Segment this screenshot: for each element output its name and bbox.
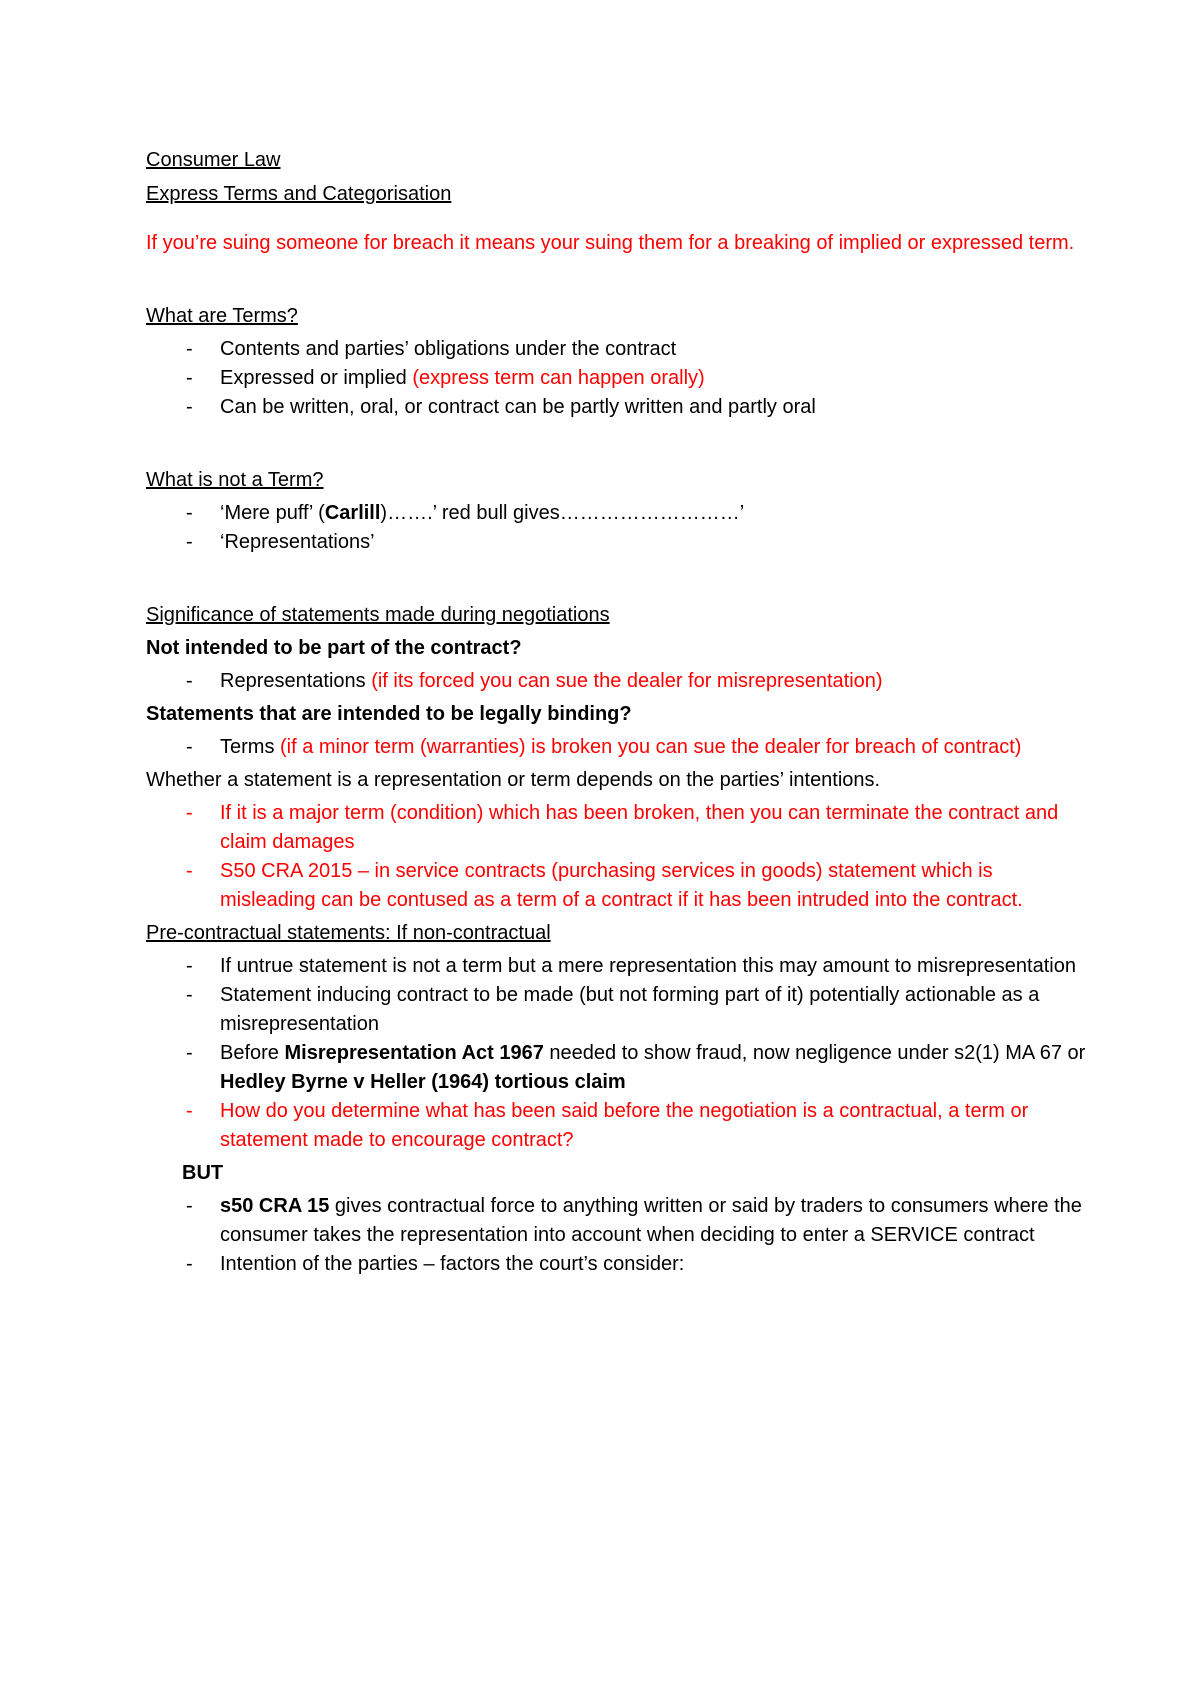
list-item: - Before Misrepresentation Act 1967 needed to show fraud, now negligence under s2(1) MA 67 or Hedley Byrne v Heller (1964) tortious claim — [146, 1039, 1086, 1097]
terms-binding-list — [146, 733, 1086, 762]
intro-paragraph: If you’re suing someone for breach it means your suing them for a breaking of implied or expressed term. — [146, 232, 1075, 254]
doc-title: Consumer Law — [146, 149, 281, 171]
list-item: - Representations (if its forced you can sue the dealer for misrepresentation) — [146, 667, 1086, 696]
list-item: - Can be written, oral, or contract can be partly written and partly oral — [146, 393, 1086, 422]
whether-paragraph: Whether a statement is a representation or term depends on the parties’ intentions. — [146, 769, 881, 791]
statute-name: Misrepresentation Act 1967 — [284, 1042, 544, 1064]
list-item: - S50 CRA 2015 – in service contracts (purchasing services in goods) statement which is misleading can be contused as a term of a contract if it has been intruded into the contract. — [146, 857, 1086, 915]
document-page — [146, 146, 1086, 1279]
question-not-intended: Not intended to be part of the contract? — [146, 637, 522, 659]
doc-subtitle: Express Terms and Categorisation — [146, 183, 452, 205]
terms-list — [146, 335, 1086, 422]
list-item: - ‘Representations’ — [146, 528, 1086, 557]
but-label: BUT — [182, 1162, 224, 1184]
red-note: (if a minor term (warranties) is broken you can sue the dealer for breach of contract) — [280, 736, 1022, 758]
major-term-list — [146, 799, 1086, 915]
list-item: - s50 CRA 15 gives contractual force to anything written or said by traders to consumers where the consumer takes the representation into account when deciding to enter a SERVICE contract — [146, 1192, 1086, 1250]
list-item: - How do you determine what has been said before the negotiation is a contractual, a term or statement made to encourage contract? — [146, 1097, 1086, 1155]
case-name: Carlill — [324, 502, 381, 524]
list-item: - Statement inducing contract to be made (but not forming part of it) potentially actionable as a misrepresentation — [146, 981, 1086, 1039]
heading-pre-contractual: Pre-contractual statements: If non-contractual — [146, 922, 551, 944]
not-terms-list — [146, 499, 1086, 557]
list-item: - Intention of the parties – factors the court’s consider: — [146, 1250, 1086, 1279]
list-item: - Terms (if a minor term (warranties) is broken you can sue the dealer for breach of contract) — [146, 733, 1086, 762]
case-name: Hedley Byrne v Heller (1964) tortious claim — [220, 1071, 626, 1093]
list-item: - Contents and parties’ obligations under the contract — [146, 335, 1086, 364]
representations-list — [146, 667, 1086, 696]
heading-what-is-not-a-term: What is not a Term? — [146, 469, 324, 491]
red-note: (if its forced you can sue the dealer for misrepresentation) — [371, 670, 883, 692]
list-item: - If untrue statement is not a term but a mere representation this may amount to misrepresentation — [146, 952, 1086, 981]
heading-significance: Significance of statements made during negotiations — [146, 604, 610, 626]
service-contract-list — [146, 1192, 1086, 1279]
list-item: - Expressed or implied (express term can happen orally) — [146, 364, 1086, 393]
red-note: (express term can happen orally) — [412, 367, 705, 389]
statute-name: s50 CRA 15 — [220, 1195, 330, 1217]
heading-what-are-terms: What are Terms? — [146, 305, 298, 327]
pre-contractual-list — [146, 952, 1086, 1155]
question-legally-binding: Statements that are intended to be legally binding? — [146, 703, 632, 725]
list-item: - If it is a major term (condition) which has been broken, then you can terminate the contract and claim damages — [146, 799, 1086, 857]
list-item: - ‘Mere puff’ (Carlill)…….’ red bull gives………………………’ — [146, 499, 1086, 528]
